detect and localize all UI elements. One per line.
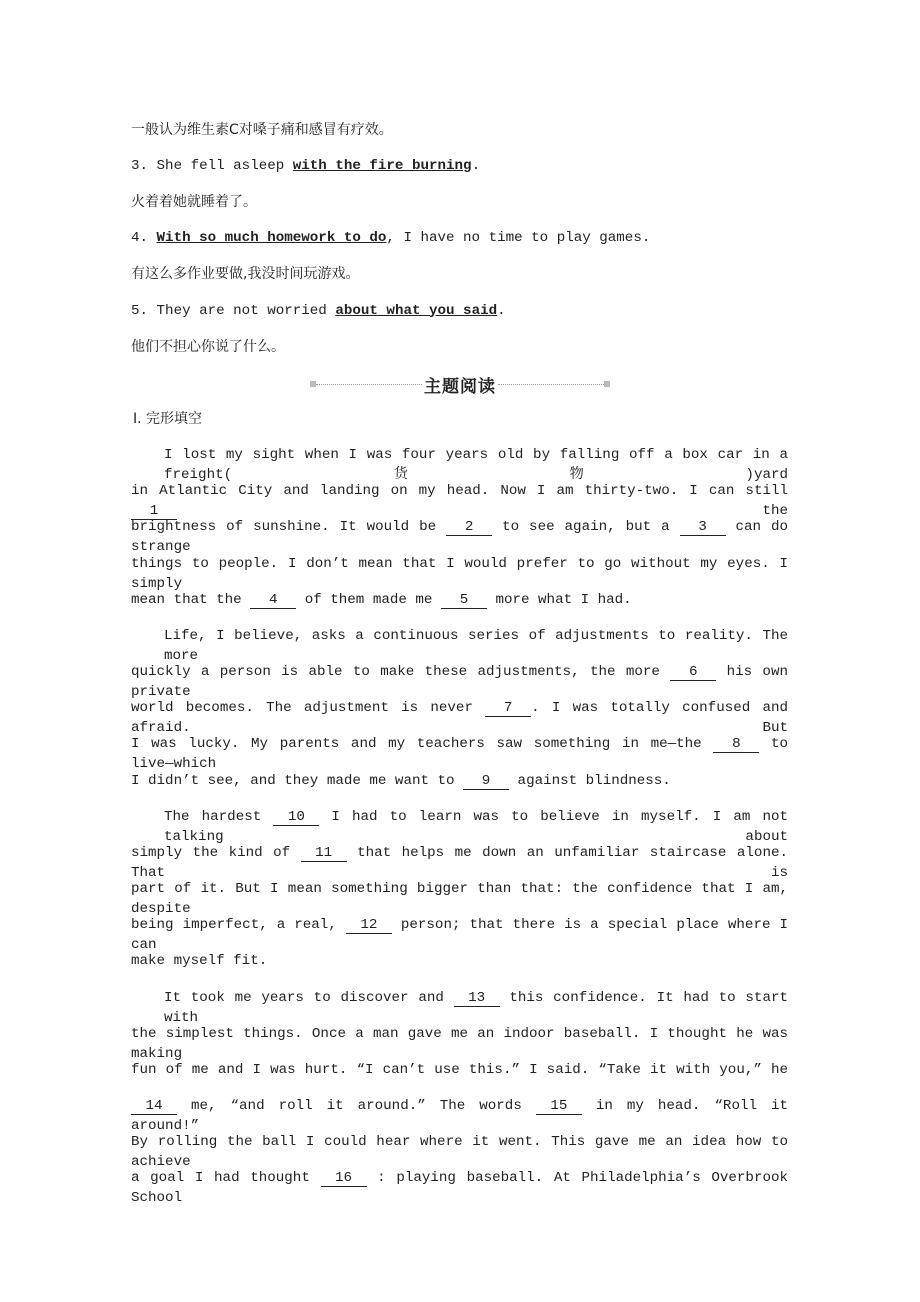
part-label: Ⅰ. 完形填空 — [133, 411, 203, 427]
text-line — [131, 445, 788, 483]
text-segment: I didn’t see, and they made me want to — [131, 772, 464, 789]
text-segment: fun of me and I was hurt. “I can’t use this.” I said. “Take it with you,” he — [131, 1061, 788, 1078]
text-segment: mean that the — [131, 591, 251, 608]
text-segment: 火着着她就睡着了。 — [131, 194, 257, 211]
text-segment: world becomes. The adjustment is never — [131, 700, 486, 717]
text-line — [131, 1132, 788, 1171]
text-line — [131, 771, 788, 791]
text-segment: the simplest things. Once a man gave me an indoor baseball. I thought he was making — [131, 1025, 788, 1062]
blank-7[interactable]: 7 — [485, 700, 531, 717]
text-line — [131, 951, 788, 971]
text-segment: in Atlantic City and landing on my head. Now I am thirty-two. I can still — [131, 483, 788, 500]
text-segment: 他们不担心你说了什么。 — [131, 338, 285, 355]
text-segment: being imperfect, a real, — [131, 917, 346, 934]
blank-6[interactable]: 6 — [670, 664, 716, 681]
text-segment: I had to learn was to believe in myself. I am not talking about — [164, 808, 788, 845]
text-line — [131, 301, 788, 321]
text-line — [131, 1168, 789, 1207]
text-segment: , I have no time to play games. — [386, 230, 651, 247]
text-segment: can do strange — [131, 519, 788, 556]
translation-line — [131, 337, 788, 357]
text-line — [131, 590, 788, 610]
blank-3[interactable]: 3 — [680, 519, 726, 536]
text-line — [131, 843, 788, 881]
ornament-right — [604, 381, 610, 387]
text-segment: brightness of sunshine. It would be — [131, 519, 447, 536]
text-line — [131, 481, 788, 520]
text-line — [131, 626, 788, 664]
text-segment: the — [177, 503, 788, 520]
blank-12[interactable]: 12 — [346, 917, 392, 934]
blank-5[interactable]: 5 — [441, 592, 487, 609]
text-segment: me, “and roll it around.” The words — [177, 1098, 536, 1115]
blank-9[interactable]: 9 — [463, 773, 509, 790]
divider-left — [316, 384, 422, 385]
text-segment: 5. They are not worried — [131, 302, 336, 319]
blank-13[interactable]: 13 — [454, 990, 500, 1007]
text-segment: . I was totally confused and afraid. But — [131, 700, 788, 737]
answer-phrase: about what you said — [335, 302, 498, 319]
blank-10[interactable]: 10 — [273, 809, 319, 826]
section-title: 主题阅读 — [424, 376, 496, 397]
text-segment: against blindness. — [509, 772, 671, 789]
section-header — [310, 373, 610, 395]
text-line — [131, 915, 788, 954]
text-segment: to see again, but a — [492, 519, 680, 536]
text-segment: quickly a person is able to make these adjustments, the more — [131, 664, 671, 681]
text-segment: 4. — [131, 230, 157, 247]
text-segment: 有这么多作业要做,我没时间玩游戏。 — [131, 266, 360, 283]
text-line — [131, 517, 788, 556]
text-line — [131, 988, 788, 1026]
text-segment: a goal I had thought — [131, 1170, 321, 1187]
text-line — [131, 734, 789, 773]
text-line — [131, 807, 788, 845]
text-line — [131, 554, 788, 592]
blank-8[interactable]: 8 — [713, 736, 759, 753]
text-segment: person; that there is a special place where I can — [131, 917, 788, 954]
text-line — [131, 228, 788, 248]
blank-4[interactable]: 4 — [250, 592, 296, 609]
text-segment: I was lucky. My parents and my teachers saw something in me—the — [131, 736, 714, 753]
text-segment: I lost my sight when I was four years old by falling off a box car in a freight(货物)yard — [164, 447, 788, 483]
translation-line — [131, 192, 788, 212]
divider-right — [498, 384, 604, 385]
text-segment: part of it. But I mean something bigger than that: the confidence that I am, despite — [131, 881, 788, 918]
text-line — [131, 1060, 788, 1080]
text-segment: 一般认为维生素C对嗓子痛和感冒有疗效。 — [131, 122, 393, 138]
text-line — [131, 1024, 788, 1062]
blank-2[interactable]: 2 — [446, 519, 492, 536]
blank-11[interactable]: 11 — [301, 845, 347, 862]
text-segment: 3. She fell asleep — [131, 158, 293, 175]
translation-line — [131, 120, 788, 140]
blank-14[interactable]: 14 — [131, 1098, 177, 1115]
text-segment: : playing baseball. At Philadelphia’s Overbrook School — [131, 1170, 789, 1207]
text-segment: things to people. I don’t mean that I would prefer to go without my eyes. I simply — [131, 555, 788, 592]
text-line — [131, 156, 788, 176]
text-segment: more what I had. — [486, 591, 632, 608]
text-segment: . — [471, 158, 481, 175]
blank-1[interactable]: 1 — [131, 503, 177, 520]
text-line — [131, 879, 788, 918]
text-segment: of them made me — [296, 591, 441, 608]
translation-line — [131, 264, 788, 284]
text-segment: in my head. “Roll it around!” — [131, 1098, 788, 1135]
text-line — [131, 1096, 788, 1135]
blank-16[interactable]: 16 — [321, 1170, 367, 1187]
answer-phrase: With so much homework to do — [156, 230, 387, 247]
text-segment: By rolling the ball I could hear where it went. This gave me an idea how to achieve — [131, 1134, 788, 1171]
text-segment: It took me years to discover and — [164, 989, 454, 1006]
text-segment: make myself fit. — [131, 953, 268, 970]
blank-15[interactable]: 15 — [536, 1098, 582, 1115]
text-segment: The hardest — [164, 808, 274, 825]
text-segment: simply the kind of — [131, 844, 301, 861]
answer-phrase: with the fire burning — [292, 158, 472, 175]
text-segment: this confidence. It had to start with — [164, 989, 788, 1026]
text-segment: Life, I believe, asks a continuous series of adjustments to reality. The more — [164, 627, 788, 664]
text-segment: . — [497, 302, 506, 319]
text-line — [131, 698, 788, 737]
text-segment: his own private — [131, 664, 788, 701]
text-line — [131, 662, 788, 701]
text-segment: that helps me down an unfamiliar staircase alone. That is — [131, 844, 788, 881]
text-segment: to live—which — [131, 736, 789, 773]
